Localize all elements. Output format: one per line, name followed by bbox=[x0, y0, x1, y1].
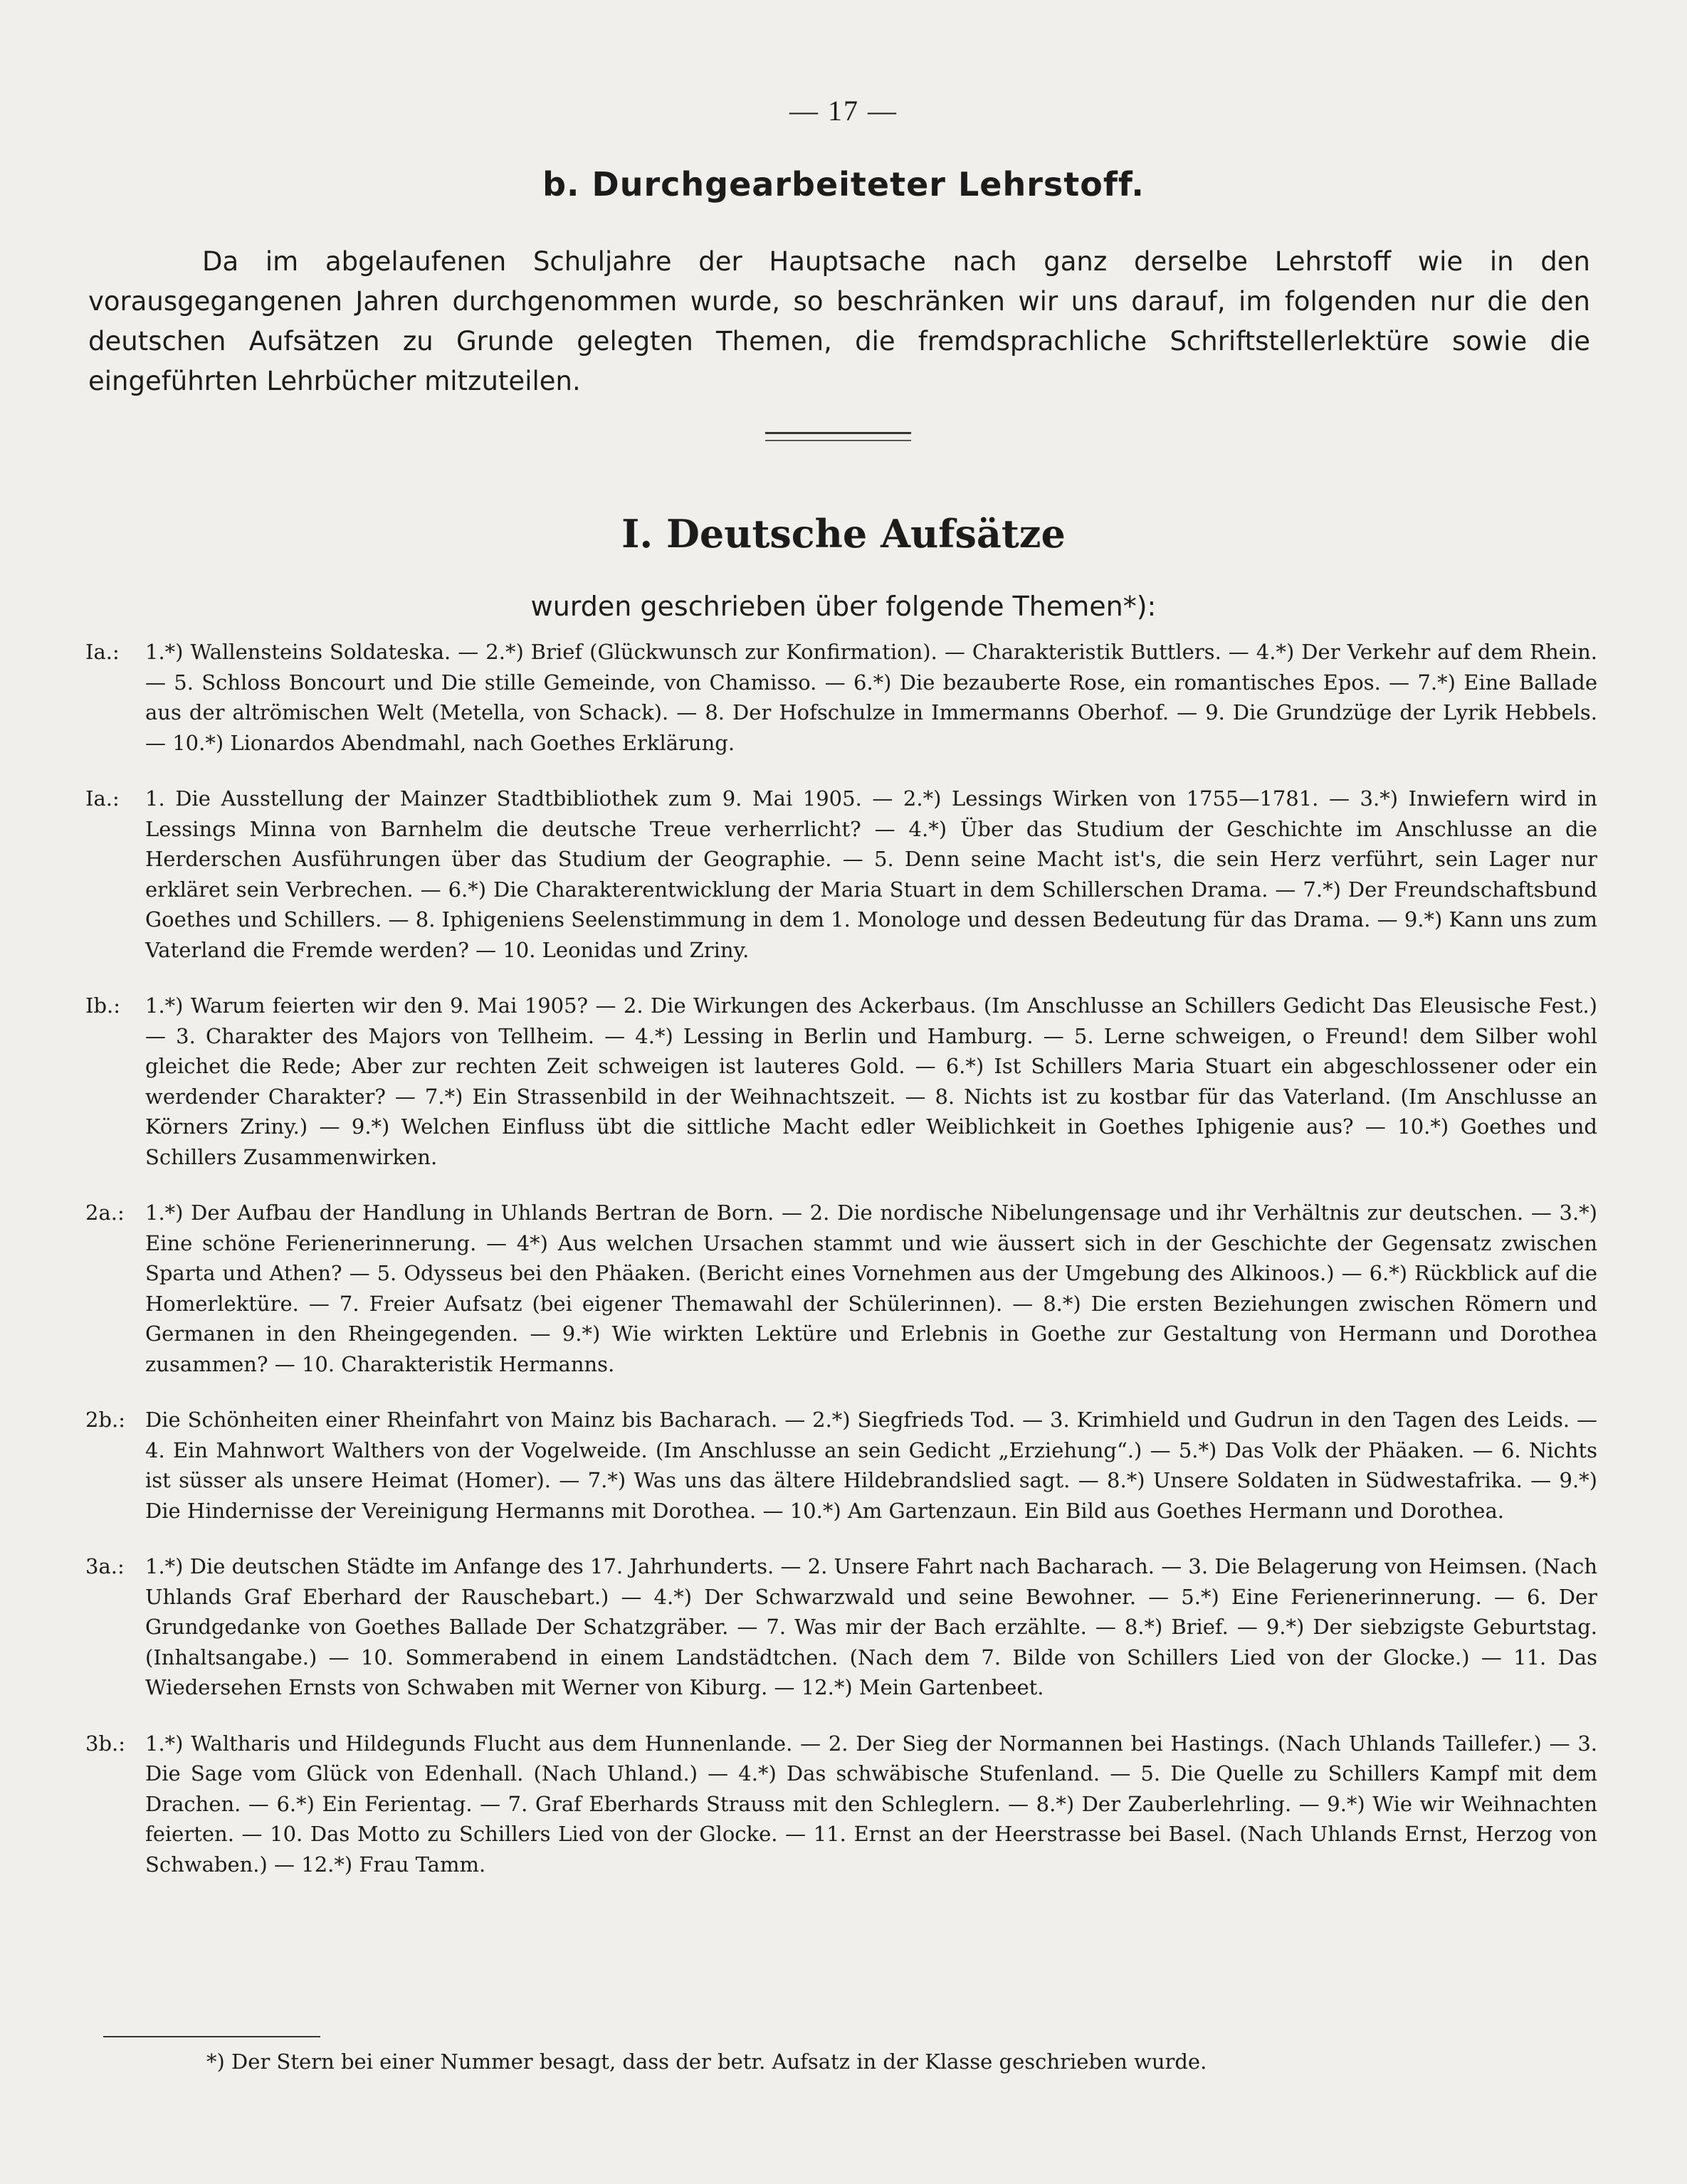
class-entry bbox=[85, 991, 1597, 1172]
class-label: Ib.: bbox=[85, 993, 121, 1018]
chapter-subtitle: wurden geschrieben über folgende Themen*): bbox=[530, 591, 1157, 622]
class-topics: 1.*) Warum feierten wir den 9. Mai 1905? — 2. Die Wirkungen des Ackerbaus. (Im Anschlusse an Schillers Gedicht Das Eleusische Fest.) — 3. Charakter des Majors von Tellheim. — 4.*) Lessing in Berlin und Hamburg. — 5. Lerne schweigen, o Freund! dem Silber wohl gleichet die Rede; Aber zur rechten Zeit schweigen ist lauteres Gold. — 6.*) Ist Schillers Maria Stuart ein abgeschlossener oder ein werdender Charakter? — 7.*) Ein Strassenbild in der Weihnachtszeit. — 8. Nichts ist zu kostbar für das Vaterland. (Im Anschlusse an Körners Zriny.) — 9.*) Welchen Einfluss übt die sittliche Macht edler Weiblichkeit in Goethes Iphigenie aus? — 10.*) Goethes und Schillers Zusammenwirken. bbox=[145, 993, 1597, 1169]
class-label: 2a.: bbox=[85, 1201, 125, 1225]
class-label: 3b.: bbox=[85, 1731, 126, 1756]
class-label: 3a.: bbox=[85, 1554, 125, 1578]
class-topics: 1.*) Der Aufbau der Handlung in Uhlands Bertran de Born. — 2. Die nordische Nibelungensage und ihr Verhältnis zur deutschen. — 3.*) Eine schöne Ferienerinnerung. — 4*) Aus welchen Ursachen stammt und wie äussert sich in der Geschichte der Gegensatz zwischen Sparta und Athen? — 5. Odysseus bei den Phäaken. (Bericht eines Vornehmen aus der Umgebung des Alkinoos.) — 6.*) Rückblick auf die Homerlektüre. — 7. Freier Aufsatz (bei eigener Themawahl der Schülerinnen). — 8.*) Die ersten Beziehungen zwischen Römern und Germanen in den Rheingegenden. — 9.*) Wie wirkten Lektüre und Erlebnis in Goethe zur Gestaltung von Hermann und Dorothea zusammen? — 10. Charakteristik Hermanns. bbox=[145, 1201, 1597, 1376]
class-entry bbox=[85, 1551, 1597, 1703]
class-topics: Die Schönheiten einer Rheinfahrt von Mainz bis Bacharach. — 2.*) Siegfrieds Tod. — 3. Krimhield und Gudrun in den Tagen des Leids. — 4. Ein Mahnwort Walthers von der Vogelweide. (Im Anschlusse an sein Gedicht „Erziehung“.) — 5.*) Das Volk der Phäaken. — 6. Nichts ist süsser als unsere Heimat (Homer). — 7.*) Was uns das ältere Hildebrandslied sagt. — 8.*) Unsere Soldaten in Südwestafrika. — 9.*) Die Hindernisse der Vereinigung Hermanns mit Dorothea. — 10.*) Am Gartenzaun. Ein Bild aus Goethes Hermann und Dorothea. bbox=[145, 1408, 1597, 1523]
footnote-rule bbox=[103, 2036, 320, 2037]
class-topics: 1.*) Wallensteins Soldateska. — 2.*) Brief (Glückwunsch zur Konfirmation). — Charakteristik Buttlers. — 4.*) Der Verkehr auf dem Rhein. — 5. Schloss Boncourt und Die stille Gemeinde, von Chamisso. — 6.*) Die bezauberte Rose, ein romantisches Epos. — 7.*) Eine Ballade aus der altrömischen Welt (Metella, von Schack). — 8. Der Hofschulze in Immermanns Oberhof. — 9. Die Grundzüge der Lyrik Hebbels. — 10.*) Lionardos Abendmahl, nach Goethes Erklärung. bbox=[145, 640, 1597, 755]
class-topics: 1.*) Die deutschen Städte im Anfange des 17. Jahrhunderts. — 2. Unsere Fahrt nach Bacharach. — 3. Die Belagerung von Heimsen. (Nach Uhlands Graf Eberhard der Rauschebart.) — 4.*) Der Schwarzwald und seine Bewohner. — 5.*) Eine Ferienerinnerung. — 6. Der Grundgedanke von Goethes Ballade Der Schatzgräber. — 7. Was mir der Bach erzählte. — 8.*) Brief. — 9.*) Der siebzigste Geburtstag. (Inhaltsangabe.) — 10. Sommerabend in einem Landstädtchen. (Nach dem 7. Bilde von Schillers Lied von der Glocke.) — 11. Das Wiedersehen Ernsts von Schwaben mit Werner von Kiburg. — 12.*) Mein Gartenbeet. bbox=[145, 1554, 1597, 1699]
class-label: Ia.: bbox=[85, 640, 120, 664]
divider-rule bbox=[765, 432, 911, 441]
class-entry bbox=[85, 637, 1597, 758]
class-entry bbox=[85, 1198, 1597, 1379]
intro-paragraph: Da im abgelaufenen Schuljahre der Hauptsache nach ganz derselbe Lehrstoff wie in den vorausgegangenen Jahren durchgenommen wurde, so beschränken wir uns darauf, im folgenden nur die den deutschen Aufsätzen zu Grunde gelegten Themen, die fremdsprachliche Schriftstellerlektüre sowie die eingeführten Lehrbücher mitzuteilen. bbox=[88, 246, 1590, 396]
class-label: Ia.: bbox=[85, 786, 120, 811]
class-label: 2b.: bbox=[85, 1408, 126, 1432]
footnote: *) Der Stern bei einer Nummer besagt, dass der betr. Aufsatz in der Klasse geschrieben wurde. bbox=[206, 2050, 1207, 2074]
page-number: — 17 — bbox=[789, 95, 898, 127]
essay-topics-list bbox=[85, 637, 1597, 1905]
class-entry bbox=[85, 1729, 1597, 1880]
section-heading: b. Durchgearbeiteter Lehrstoff. bbox=[542, 165, 1145, 204]
chapter-title: I. Deutsche Aufsätze bbox=[621, 511, 1066, 556]
class-topics: 1.*) Waltharis und Hildegunds Flucht aus dem Hunnenlande. — 2. Der Sieg der Normannen bei Hastings. (Nach Uhlands Taillefer.) — 3. Die Sage vom Glück von Edenhall. (Nach Uhland.) — 4.*) Das schwäbische Stufenland. — 5. Die Quelle zu Schillers Kampf mit dem Drachen. — 6.*) Ein Ferientag. — 7. Graf Eberhards Strauss mit den Schleglern. — 8.*) Der Zauberlehrling. — 9.*) Wie wir Weihnachten feierten. — 10. Das Motto zu Schillers Lied von der Glocke. — 11. Ernst an der Heerstrasse bei Basel. (Nach Uhlands Ernst, Herzog von Schwaben.) — 12.*) Frau Tamm. bbox=[145, 1731, 1597, 1877]
class-entry bbox=[85, 1405, 1597, 1526]
class-entry bbox=[85, 784, 1597, 965]
class-topics: 1. Die Ausstellung der Mainzer Stadtbibliothek zum 9. Mai 1905. — 2.*) Lessings Wirken von 1755—1781. — 3.*) Inwiefern wird in Lessings Minna von Barnhelm die deutsche Treue verherrlicht? — 4.*) Über das Studium der Geschichte im Anschlusse an die Herderschen Ausführungen über das Studium der Geographie. — 5. Denn seine Macht ist's, die sein Herz verführt, sein Lager nur erkläret sein Verbrechen. — 6.*) Die Charakterentwicklung der Maria Stuart in dem Schillerschen Drama. — 7.*) Der Freundschaftsbund Goethes und Schillers. — 8. Iphigeniens Seelenstimmung in dem 1. Monologe und dessen Bedeutung für das Drama. — 9.*) Kann uns zum Vaterland die Fremde werden? — 10. Leonidas und Zriny. bbox=[145, 786, 1597, 962]
